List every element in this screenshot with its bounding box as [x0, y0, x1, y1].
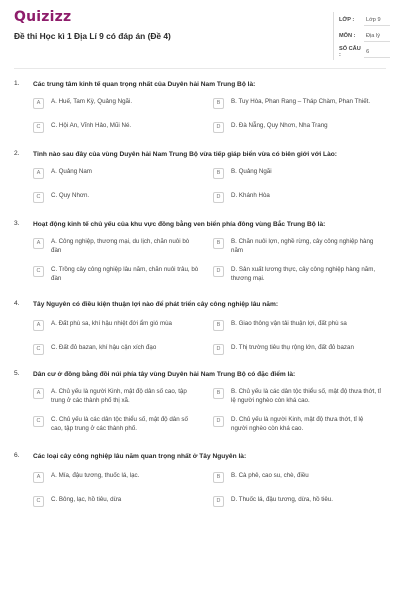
option-text: D. Đà Nẵng, Quy Nhơn, Nha Trang [231, 122, 328, 129]
quizizz-logo: Quizizz [14, 9, 72, 25]
question-2 [14, 150, 386, 200]
question-text: Các trung tâm kinh tế quan trọng nhất của Duyên hải Nam Trung Bộ là: [33, 81, 256, 88]
option-b[interactable] [213, 388, 381, 405]
option-letter-badge: C [33, 192, 44, 203]
option-c[interactable] [33, 344, 201, 355]
option-letter-badge: B [213, 98, 224, 109]
option-text: B. Giao thông vận tải thuận lợi, đất phù sa [231, 320, 347, 327]
option-d[interactable] [213, 344, 381, 355]
option-b[interactable] [213, 238, 381, 255]
option-text: A. Huế, Tam Kỳ, Quảng Ngãi. [51, 98, 133, 105]
header-divider [14, 68, 386, 69]
meta-row-question-count [334, 44, 390, 60]
meta-row-grade [334, 12, 390, 28]
question-1 [14, 80, 386, 130]
option-text: D. Sản xuất lương thực, cây công nghiệp hàng năm, thương mại. [231, 266, 376, 282]
option-letter-badge: A [33, 238, 44, 249]
meta-value-question-count: 6 [364, 47, 390, 58]
option-a[interactable] [33, 320, 201, 331]
option-letter-badge: D [213, 416, 224, 427]
option-letter-badge: D [213, 122, 224, 133]
option-text: B. Tuy Hòa, Phan Rang – Tháp Chàm, Phan Thiết. [231, 98, 371, 105]
option-text: A. Đất phù sa, khí hậu nhiệt đới ẩm gió mùa [51, 320, 173, 327]
option-c[interactable] [33, 496, 201, 507]
option-d[interactable] [213, 192, 381, 203]
option-letter-badge: B [213, 168, 224, 179]
option-letter-badge: A [33, 320, 44, 331]
question-number: 3. [14, 220, 20, 227]
option-text: A. Chủ yếu là người Kinh, mật độ dân số cao, tập trung ở các thành phố thị xã. [51, 388, 187, 404]
option-c[interactable] [33, 122, 201, 133]
option-letter-badge: D [213, 344, 224, 355]
meta-row-subject [334, 28, 390, 44]
question-6 [14, 452, 386, 504]
option-text: D. Thuốc lá, đậu tương, dừa, hồ tiêu. [231, 496, 334, 503]
option-letter-badge: C [33, 496, 44, 507]
option-b[interactable] [213, 98, 391, 109]
option-letter-badge: A [33, 472, 44, 483]
option-text: C. Bông, lạc, hồ tiêu, dừa [51, 496, 122, 503]
option-letter-badge: D [213, 496, 224, 507]
question-4 [14, 300, 386, 352]
option-letter-badge: A [33, 388, 44, 399]
option-letter-badge: B [213, 472, 224, 483]
option-b[interactable] [213, 168, 381, 179]
question-number: 1. [14, 80, 20, 87]
option-text: B. Cà phê, cao su, chè, điều [231, 472, 309, 479]
option-a[interactable] [33, 168, 201, 179]
question-text: Dân cư ở đồng bằng đồi núi phía tây vùng Duyên hải Nam Trung Bộ có đặc điểm là: [33, 371, 296, 378]
question-text: Các loại cây công nghiệp lâu năm quan trọng nhất ở Tây Nguyên là: [33, 453, 247, 460]
question-number: 5. [14, 370, 20, 377]
option-a[interactable] [33, 472, 201, 483]
worksheet-meta [333, 12, 390, 60]
option-text: A. Công nghiệp, thương mại, du lịch, chăn nuôi bò đàn [51, 238, 190, 254]
option-letter-badge: D [213, 266, 224, 277]
option-text: A. Mía, đậu tương, thuốc lá, lạc. [51, 472, 140, 479]
question-text: Tây Nguyên có điều kiện thuận lợi nào để phát triển cây công nghiệp lâu năm: [33, 301, 279, 308]
option-letter-badge: A [33, 98, 44, 109]
option-letter-badge: B [213, 238, 224, 249]
question-number: 6. [14, 452, 20, 459]
meta-value-grade: Lớp 9 [364, 15, 390, 26]
option-a[interactable] [33, 98, 201, 109]
option-d[interactable] [213, 266, 381, 283]
option-letter-badge: C [33, 344, 44, 355]
option-c[interactable] [33, 416, 201, 433]
meta-label-question-count: SỐ CÂU : [339, 46, 361, 58]
option-text: C. Chủ yếu là các dân tộc thiểu số, mật độ dân số cao, tập trung ở các thành phố. [51, 416, 188, 432]
option-text: D. Khánh Hòa [231, 192, 270, 199]
option-text: C. Trồng cây công nghiệp lâu năm, chăn nuôi trâu, bò đàn [51, 266, 199, 282]
option-d[interactable] [213, 496, 381, 507]
option-d[interactable] [213, 416, 381, 433]
question-number: 4. [14, 300, 20, 307]
option-b[interactable] [213, 320, 381, 331]
option-text: A. Quảng Nam [51, 168, 92, 175]
option-a[interactable] [33, 238, 201, 255]
option-a[interactable] [33, 388, 201, 405]
option-c[interactable] [33, 266, 201, 283]
page-title: Đề thi Học kì 1 Địa Lí 9 có đáp án (Đề 4) [14, 31, 171, 41]
meta-label-subject: MÔN : [339, 33, 356, 39]
option-b[interactable] [213, 472, 381, 483]
option-letter-badge: A [33, 168, 44, 179]
option-text: C. Hội An, Vĩnh Hảo, Mũi Né. [51, 122, 132, 129]
option-text: D. Chủ yếu là người Kinh, mật độ thưa thớt, tỉ lệ người nghèo còn khá cao. [231, 416, 364, 432]
option-text: B. Quảng Ngãi [231, 168, 272, 175]
worksheet-header [0, 0, 400, 66]
meta-value-subject: Địa lý [364, 31, 390, 42]
option-text: D. Thị trường tiêu thụ rộng lớn, đất đỏ bazan [231, 344, 354, 351]
question-5 [14, 370, 386, 432]
meta-label-grade: LỚP : [339, 17, 355, 23]
question-text: Tỉnh nào sau đây của vùng Duyên hải Nam Trung Bộ vừa tiếp giáp biển vừa có biên giới với Lào: [33, 151, 337, 158]
option-text: C. Đất đỏ bazan, khí hậu cận xích đạo [51, 344, 157, 351]
option-letter-badge: C [33, 122, 44, 133]
question-3 [14, 220, 386, 282]
option-text: C. Quy Nhơn. [51, 192, 90, 199]
option-letter-badge: B [213, 388, 224, 399]
option-letter-badge: C [33, 266, 44, 277]
option-d[interactable] [213, 122, 381, 133]
option-letter-badge: C [33, 416, 44, 427]
option-letter-badge: B [213, 320, 224, 331]
question-text: Hoạt động kinh tế chủ yếu của khu vực đồng bằng ven biển phía đông vùng Bắc Trung Bộ là: [33, 221, 326, 228]
option-c[interactable] [33, 192, 201, 203]
question-number: 2. [14, 150, 20, 157]
option-text: B. Chăn nuôi lợn, nghề rừng, cây công nghiệp hàng năm [231, 238, 374, 254]
option-text: B. Chủ yếu là các dân tộc thiểu số, mật độ thưa thớt, tỉ lệ người nghèo còn khá cao. [231, 388, 381, 404]
option-letter-badge: D [213, 192, 224, 203]
